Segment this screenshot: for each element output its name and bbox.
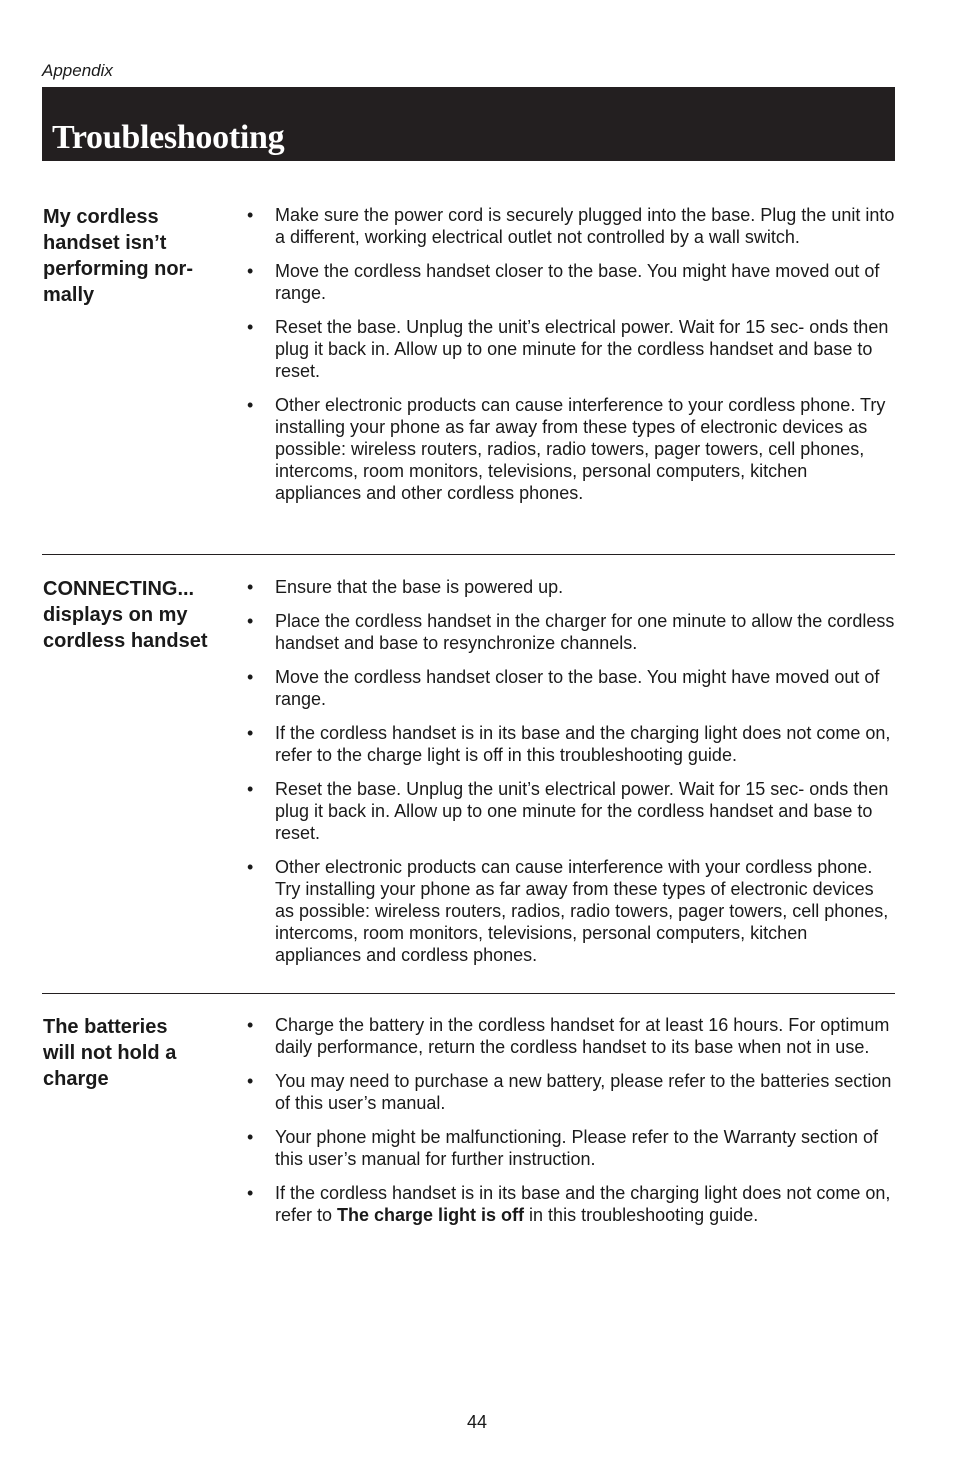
list-item: • Charge the battery in the cordless handset for at least 16 hours. For optimum daily performance, return the cordless handset to its base when not in use.: [247, 1014, 897, 1058]
list-item: • Reset the base. Unplug the unit’s electrical power. Wait for 15 sec- onds then plug it back in. Allow up to one minute for the cordless handset and base to reset.: [247, 778, 897, 844]
section-divider: [42, 993, 895, 994]
tips-list: [247, 204, 897, 516]
section-heading: CONNECTING... displays on my cordless handset: [43, 578, 208, 652]
list-item: • Move the cordless handset closer to the base. You might have moved out of range.: [247, 666, 897, 710]
section-heading: My cordless handset isn’t performing nor- mally: [43, 206, 193, 306]
list-item: • Ensure that the base is powered up.: [247, 576, 897, 598]
list-item: • Make sure the power cord is securely plugged into the base. Plug the unit into a different, working electrical outlet not controlled by a wall switch.: [247, 204, 897, 248]
list-item: • Other electronic products can cause interference with your cordless phone. Try installing your phone as far away from these types of electronic devices as possible: wireless routers, radios, radio towers, pager towers, cell phones, intercoms, room monitors, televisions, personal computers, kitchen appliances and cordless phones.: [247, 856, 897, 966]
list-item: • Move the cordless handset closer to the base. You might have moved out of range.: [247, 260, 897, 304]
section-heading: The batteries will not hold a charge: [43, 1016, 177, 1090]
list-item-text: in this troubleshooting guide.: [524, 1205, 759, 1225]
tips-list: [247, 1014, 897, 1238]
list-item: • If the cordless handset is in its base and the charging light does not come on, refer to the charge light is off in this troubleshooting guide.: [247, 722, 897, 766]
list-item: • Place the cordless handset in the charger for one minute to allow the cordless handset and base to resynchronize channels.: [247, 610, 897, 654]
list-item: • Your phone might be malfunctioning. Please refer to the Warranty section of this user’s manual for further instruction.: [247, 1126, 897, 1170]
list-item: • You may need to purchase a new battery, please refer to the batteries section of this user’s manual.: [247, 1070, 897, 1114]
charge-light-reference: The charge light is off: [337, 1205, 525, 1225]
list-item-text: If the cordless handset is in its base and the charging light does not come on, refer to: [275, 1183, 891, 1225]
title-bar: [42, 87, 895, 161]
list-item: [247, 1182, 897, 1226]
page-title: Troubleshooting: [52, 119, 285, 156]
tips-list: [247, 576, 897, 978]
list-item: • Reset the base. Unplug the unit’s electrical power. Wait for 15 sec- onds then plug it back in. Allow up to one minute for the cordless handset and base to reset.: [247, 316, 897, 382]
list-item: • Other electronic products can cause interference to your cordless phone. Try installing your phone as far away from these types of electronic devices as possible: wireless routers, radios, radio towers, pager towers, cell phones, intercoms, room monitors, televisions, personal computers, kitchen appliances and other cordless phones.: [247, 394, 897, 504]
section-label: Appendix: [42, 61, 113, 80]
section-divider: [42, 554, 895, 555]
page-number: 44: [466, 1412, 488, 1432]
